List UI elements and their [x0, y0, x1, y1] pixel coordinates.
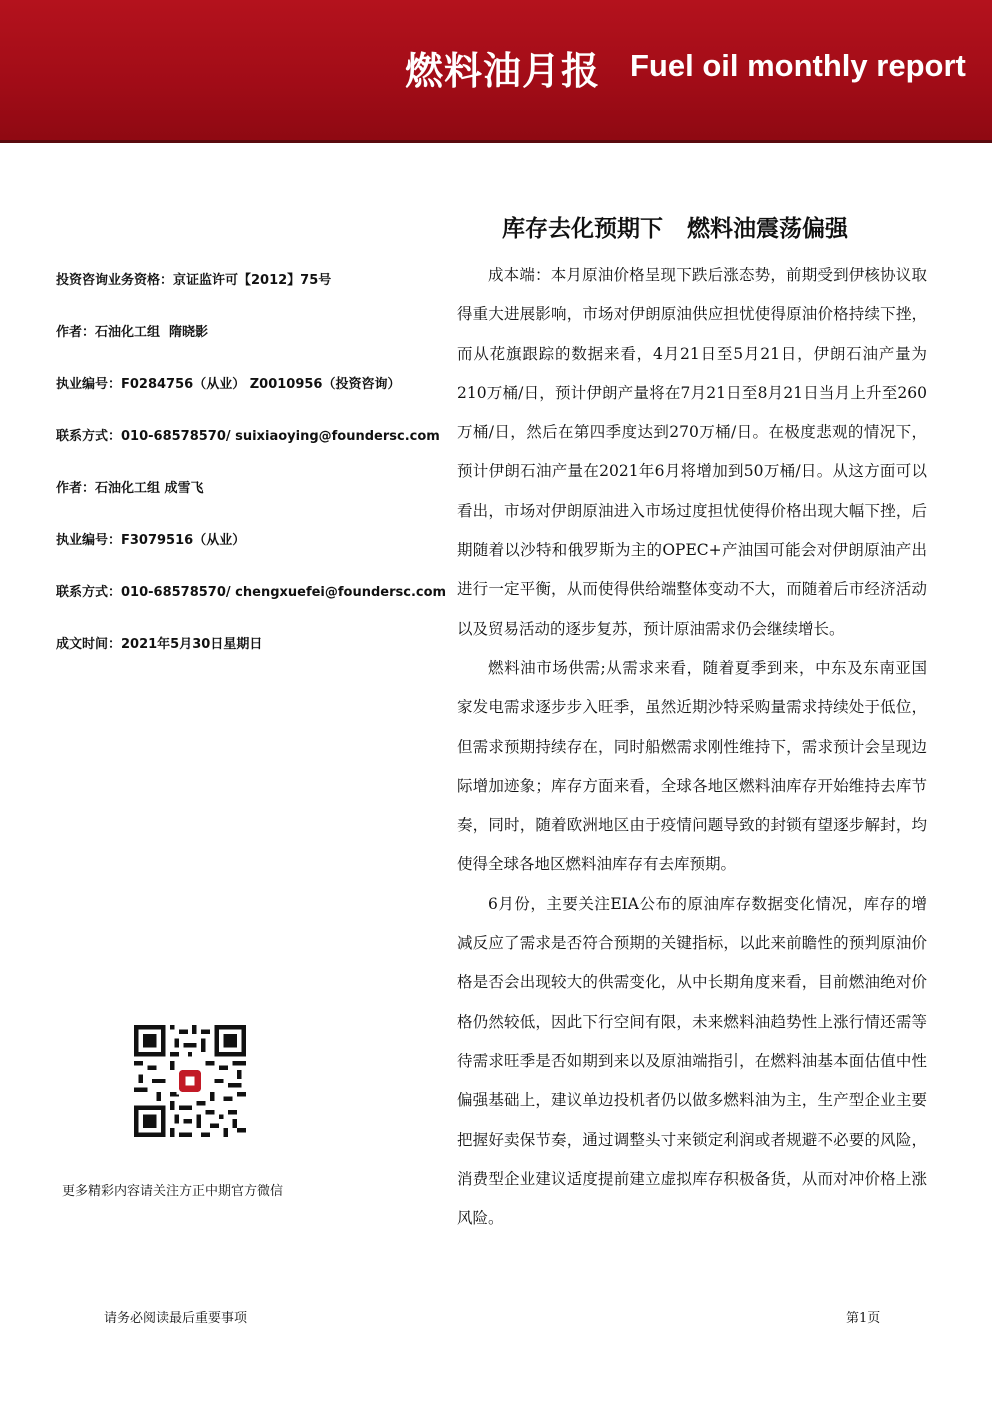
- meta-contact-1: 联系方式：010-68578570/ suixiaoying@foundersc.com: [56, 429, 440, 444]
- meta-license-2: 执业编号：F3079516（从业）: [56, 533, 246, 548]
- footer-notice: 请务必阅读最后重要事项: [104, 1311, 248, 1326]
- meta-qualification: 投资咨询业务资格：京证监许可【2012】75号: [56, 273, 332, 288]
- report-title: 库存去化预期下 燃料油震荡偏强: [502, 216, 849, 242]
- meta-license-1: 执业编号：F0284756（从业） Z0010956（投资咨询）: [56, 377, 401, 392]
- paragraph-outlook: 6月份，主要关注EIA公布的原油库存数据变化情况，库存的增减反应了需求是否符合预期的关键指标，以此来前瞻性的预判原油价格是否会出现较大的供需变化，从中长期角度来看，目前燃油绝对价格仍然较低，因此下行空间有限，未来燃料油趋势性上涨行情还需等待需求旺季是否如期到来以及原油端指引，在燃料油基本面估值中性偏强基础上，建议单边投机者仍以做多燃料油为主，生产型企业主要把握好卖保节奏，通过调整头寸来锁定利润或者规避不必要的风险，消费型企业建议适度提前建立虚拟库存积极备货，从而对冲价格上涨风险。: [457, 894, 927, 1228]
- qr-caption: 更多精彩内容请关注方正中期官方微信: [62, 1184, 284, 1199]
- paragraph-supply-demand: 燃料油市场供需;从需求来看，随着夏季到来，中东及东南亚国家发电需求逐步步入旺季，虽然近期沙特采购量需求持续处于低位，但需求预期持续存在，同时船燃需求刚性维持下，需求预计会呈现边际增加迹象；库存方面来看，全球各地区燃料油库存开始维持去库节奏，同时，随着欧洲地区由于疫情问题导致的封锁有望逐步解封，均使得全球各地区燃料油库存有去库预期。: [457, 658, 927, 874]
- header-banner: [0, 0, 992, 140]
- meta-date: 成文时间：2021年5月30日星期日: [56, 637, 263, 652]
- page-number: 第1页: [846, 1311, 881, 1326]
- meta-contact-2: 联系方式：010-68578570/ chengxuefei@foundersc.com: [56, 585, 447, 600]
- paragraph-cost: 成本端：本月原油价格呈现下跌后涨态势，前期受到伊核协议取得重大进展影响，市场对伊朗原油供应担忧使得原油价格持续下挫，而从花旗跟踪的数据来看，4月21日至5月21日，伊朗石油产量为210万桶/日，预计伊朗产量将在7月21日至8月21日当月上升至260万桶/日，然后在第四季度达到270万桶/日。在极度悲观的情况下，预计伊朗石油产量在2021年6月将增加到50万桶/日。从这方面可以看出，市场对伊朗原油进入市场过度担忧使得价格出现大幅下挫，后期随着以沙特和俄罗斯为主的OPEC+产油国可能会对伊朗原油产出进行一定平衡，从而使得供给端整体变动不大，而随着后市经济活动以及贸易活动的逐步复苏，预计原油需求仍会继续增长。: [457, 266, 927, 638]
- report-series-title-en: Fuel oil monthly report: [630, 48, 966, 83]
- report-series-title-cn: 燃料油月报: [405, 49, 601, 93]
- meta-author-2: 作者：石油化工组 成雪飞: [56, 481, 204, 496]
- qr-code-icon: [134, 1025, 246, 1137]
- header-divider: [0, 140, 992, 143]
- meta-author-1: 作者：石油化工组 隋晓影: [56, 325, 209, 340]
- report-body: [457, 256, 927, 1238]
